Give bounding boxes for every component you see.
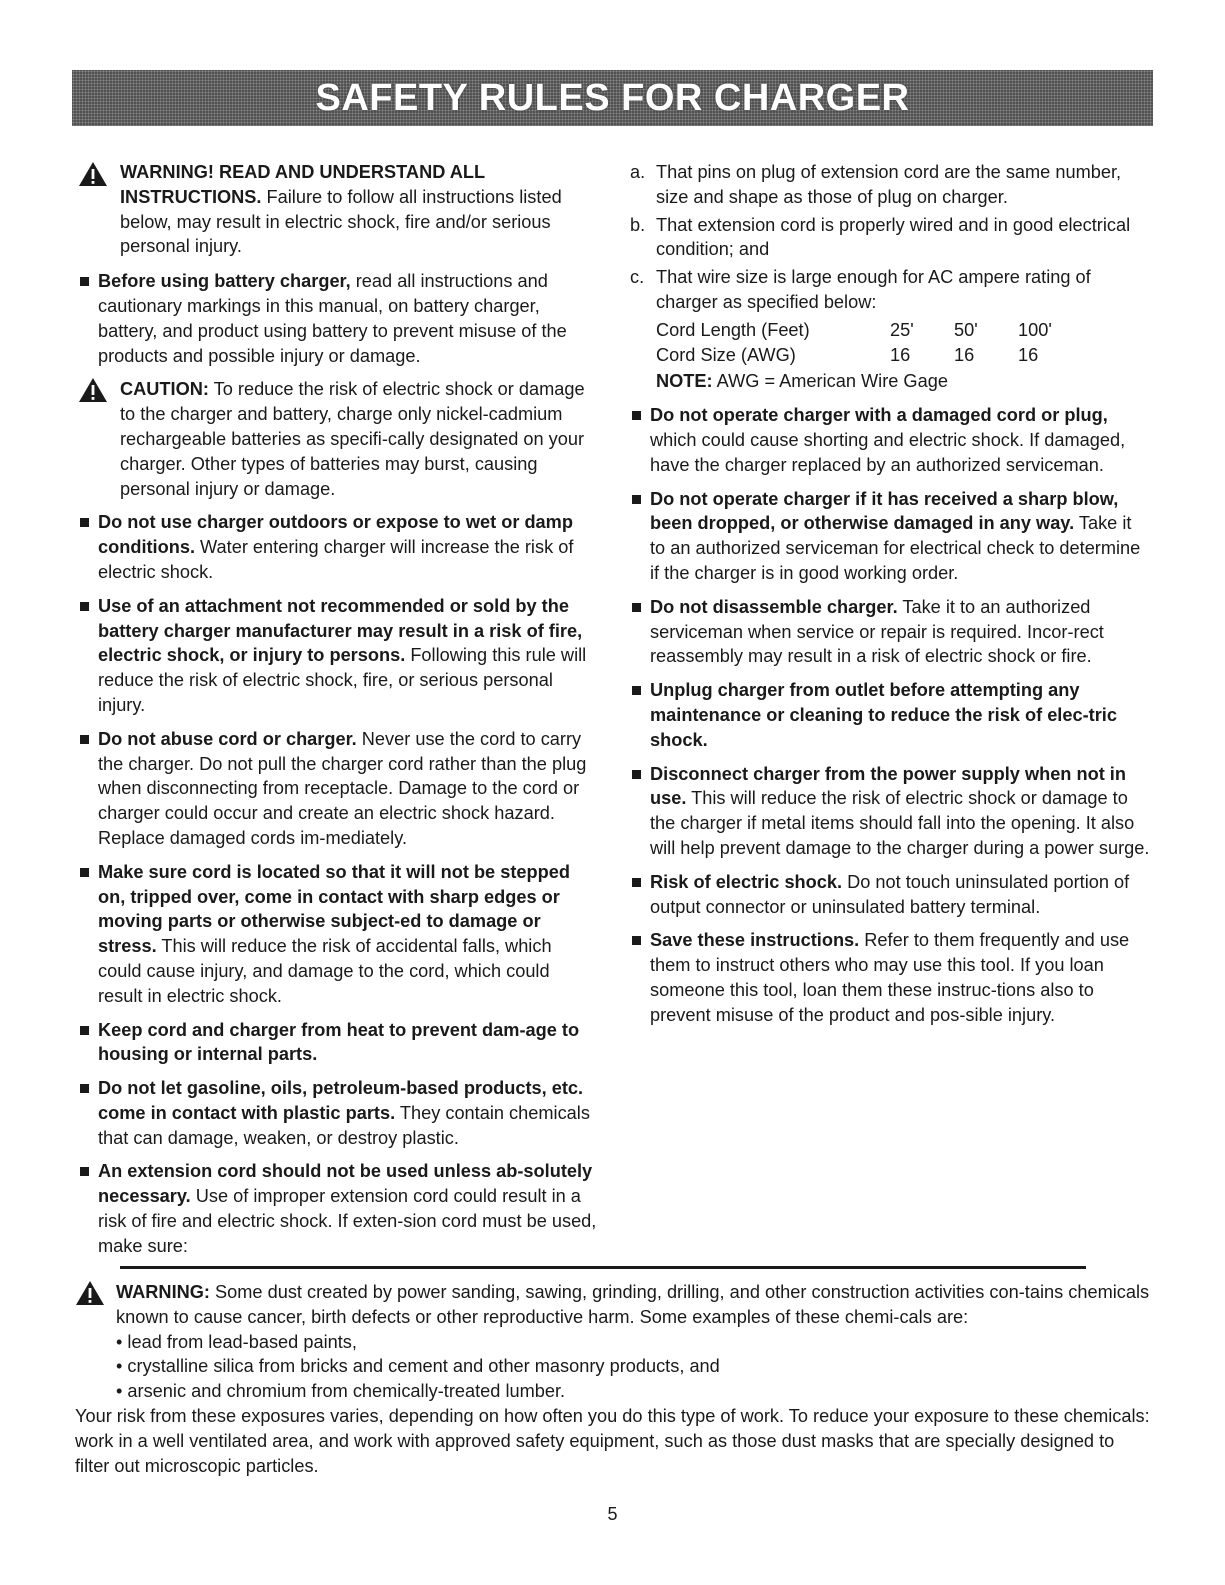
list-item: [630, 403, 1150, 477]
list-item: [78, 1076, 598, 1150]
warning-triangle-icon: [78, 161, 108, 187]
item-bold: Do not let gasoline, oils, petroleum-based products, etc. come in contact with plastic parts.: [98, 1078, 584, 1123]
list-item: [78, 1159, 598, 1258]
sub-item-c: [630, 265, 1150, 315]
item-text: Refer to them frequently and use them to instruct others who may use this tool. If you loan someone this tool, loan them these instruc-tions also to prevent misuse of the product and pos-sible injury.: [650, 930, 1130, 1025]
warning-text: Failure to follow all instructions listed below, may result in electric shock, fire and/or serious personal injury.: [120, 186, 562, 257]
table-cell: 16: [954, 344, 975, 365]
table-cell: 50': [954, 319, 978, 340]
item-bold: Do not abuse cord or charger.: [98, 728, 357, 749]
sub-item-b: [630, 213, 1150, 263]
note-text: AWG = American Wire Gage: [712, 371, 948, 392]
item-bold: Do not operate charger if it has received a sharp blow, been dropped, or otherwise damaged in any way.: [650, 488, 1119, 534]
item-bold: Before using battery charger,: [98, 271, 351, 292]
list-item: [78, 1018, 598, 1068]
dust-warning-bold: WARNING:: [116, 1282, 210, 1302]
square-bullet-icon: [80, 602, 89, 611]
item-text: Water entering charger will increase the risk of electric shock.: [98, 537, 574, 582]
item-bold: Do not use charger outdoors or expose to wet or damp conditions.: [98, 512, 573, 558]
item-text: They contain chemicals that can damage, weaken, or destroy plastic.: [98, 1102, 590, 1148]
item-text: which could cause shorting and electric shock. If damaged, have the charger replaced by an authorized serviceman.: [650, 429, 1126, 475]
item-bold: Disconnect charger from the power supply when not in use.: [650, 763, 1126, 809]
item-text: Following this rule will reduce the risk of electric shock, fire, or serious personal injury.: [98, 645, 587, 715]
sub-item-a: [630, 160, 1150, 210]
item-bold: Keep cord and charger from heat to prevent dam-age to housing or internal parts.: [98, 1019, 580, 1065]
item-bold: An extension cord should not be used unless ab-solutely necessary.: [98, 1161, 593, 1207]
item-bold: Make sure cord is located so that it will not be stepped on, tripped over, come in contact with sharp edges or moving parts or otherwise subject-ed to damage or stress.: [98, 861, 570, 957]
square-bullet-icon: [632, 936, 641, 945]
table-cell: 16: [1018, 344, 1039, 365]
list-item: [78, 727, 598, 851]
square-bullet-icon: [80, 1167, 89, 1176]
square-bullet-icon: [632, 686, 641, 695]
list-item: [630, 678, 1150, 752]
item-text: This will reduce the risk of accidental falls, which could cause injury, and damage to the cord, which could result in electric shock.: [98, 936, 552, 1006]
section-banner: [72, 70, 1153, 126]
item-text: Never use the cord to carry the charger. Do not pull the charger cord rather than the plug when disconnecting from receptacle. Damage to the cord or charger could occur and create an electric shock hazard. Replace damaged cords im-mediately.: [98, 728, 587, 848]
item-bold: Do not disassemble charger.: [650, 596, 898, 617]
section-title: SAFETY RULES FOR CHARGER: [315, 76, 910, 119]
square-bullet-icon: [632, 878, 641, 887]
list-item: [630, 870, 1150, 920]
item-text: Do not touch uninsulated portion of output connector or uninsulated battery terminal.: [650, 871, 1130, 917]
caution-note: [78, 377, 598, 501]
table-cell: Cord Length (Feet): [656, 319, 810, 340]
note-bold: NOTE:: [656, 371, 713, 392]
table-cell: 25': [890, 319, 914, 340]
list-item: • arsenic and chromium from chemically-treated lumber.: [116, 1381, 566, 1402]
table-row: [656, 318, 1150, 343]
table-cell: Cord Size (AWG): [656, 344, 796, 365]
dust-warning-closing: Your risk from these exposures varies, depending on how often you do this type of work. To reduce your exposure to these chemicals: work in a well ventilated area, and work with approved safety equipment, such as those dust masks that are specially designed to filter out microscopic particles.: [75, 1405, 1150, 1476]
sub-text: That wire size is large enough for AC ampere rating of charger as specified below:: [656, 267, 1091, 312]
square-bullet-icon: [632, 411, 641, 420]
sub-label: b.: [630, 214, 646, 235]
square-bullet-icon: [80, 1026, 89, 1035]
page-number: 5: [607, 1504, 618, 1524]
sub-label: c.: [630, 267, 645, 288]
warning-triangle-icon: [75, 1280, 105, 1306]
list-item: [78, 510, 598, 584]
warning-bold: WARNING! READ AND UNDERSTAND ALL INSTRUCTIONS.: [120, 162, 485, 207]
caution-bold: CAUTION:: [120, 379, 209, 400]
warning-read-instructions: [78, 160, 598, 259]
sub-text: That extension cord is properly wired and in good electrical condition; and: [656, 214, 1131, 260]
dust-warning-text: Some dust created by power sanding, sawing, grinding, drilling, and other construction activities con-tains chemicals known to cause cancer, birth defects or other reproductive harm. Some examples of these chemi-cals are:: [116, 1282, 1150, 1327]
square-bullet-icon: [80, 735, 89, 744]
table-cell: 16: [890, 344, 911, 365]
list-item: • lead from lead-based paints,: [116, 1331, 357, 1352]
item-bold: Do not operate charger with a damaged cord or plug,: [650, 405, 1108, 426]
item-bold: Risk of electric shock.: [650, 871, 843, 892]
item-text: Use of improper extension cord could result in a risk of fire and electric shock. If exten-sion cord must be used, make sure:: [98, 1186, 597, 1256]
list-item: [78, 269, 598, 368]
item-text: read all instructions and cautionary markings in this manual, on battery charger, battery, and product using battery to prevent misuse of the products and possible injury or damage.: [98, 271, 567, 366]
caution-triangle-icon: [78, 377, 108, 403]
list-item: [630, 595, 1150, 669]
caution-text: To reduce the risk of electric shock or damage to the charger and battery, charge only nickel-cadmium rechargeable batteries as specifi-cally designated on your charger. Other types of batteries may burst, causing personal injury or damage.: [120, 379, 585, 499]
cord-size-table: [630, 318, 1150, 368]
item-text: This will reduce the risk of electric shock or damage to the charger if metal items should fall into the opening. It also will help prevent damage to the charger during a power surge.: [650, 788, 1150, 858]
list-item: [630, 762, 1150, 861]
square-bullet-icon: [80, 277, 89, 286]
dust-warning: [75, 1280, 1150, 1478]
left-column: [78, 160, 598, 1268]
awg-note: [630, 369, 1150, 394]
list-item: [630, 487, 1150, 586]
item-text: Take it to an authorized serviceman for electrical check to determine if the charger is in good working order.: [650, 513, 1141, 583]
table-cell: 100': [1018, 319, 1052, 340]
item-bold: Use of an attachment not recommended or sold by the battery charger manufacturer may result in a risk of fire, electric shock, or injury to persons.: [98, 595, 583, 666]
list-item: • crystalline silica from bricks and cement and other masonry products, and: [116, 1356, 720, 1377]
list-item: [630, 928, 1150, 1027]
sub-text: That pins on plug of extension cord are the same number, size and shape as those of plug on charger.: [656, 162, 1122, 207]
square-bullet-icon: [632, 603, 641, 612]
square-bullet-icon: [80, 518, 89, 527]
square-bullet-icon: [80, 1084, 89, 1093]
table-row: [656, 343, 1150, 368]
list-item: [78, 594, 598, 718]
right-column: [630, 160, 1150, 1037]
square-bullet-icon: [632, 495, 641, 504]
list-item: [78, 860, 598, 1009]
section-divider: [120, 1266, 1086, 1269]
sub-label: a.: [630, 162, 646, 182]
square-bullet-icon: [80, 868, 89, 877]
item-text: Take it to an authorized serviceman when service or repair is required. Incor-rect reassembly may result in a risk of electric shock or fire.: [650, 596, 1104, 667]
item-bold: Save these instructions.: [650, 930, 860, 951]
item-bold: Unplug charger from outlet before attempting any maintenance or cleaning to reduce the risk of elec-tric shock.: [650, 680, 1117, 750]
square-bullet-icon: [632, 770, 641, 779]
